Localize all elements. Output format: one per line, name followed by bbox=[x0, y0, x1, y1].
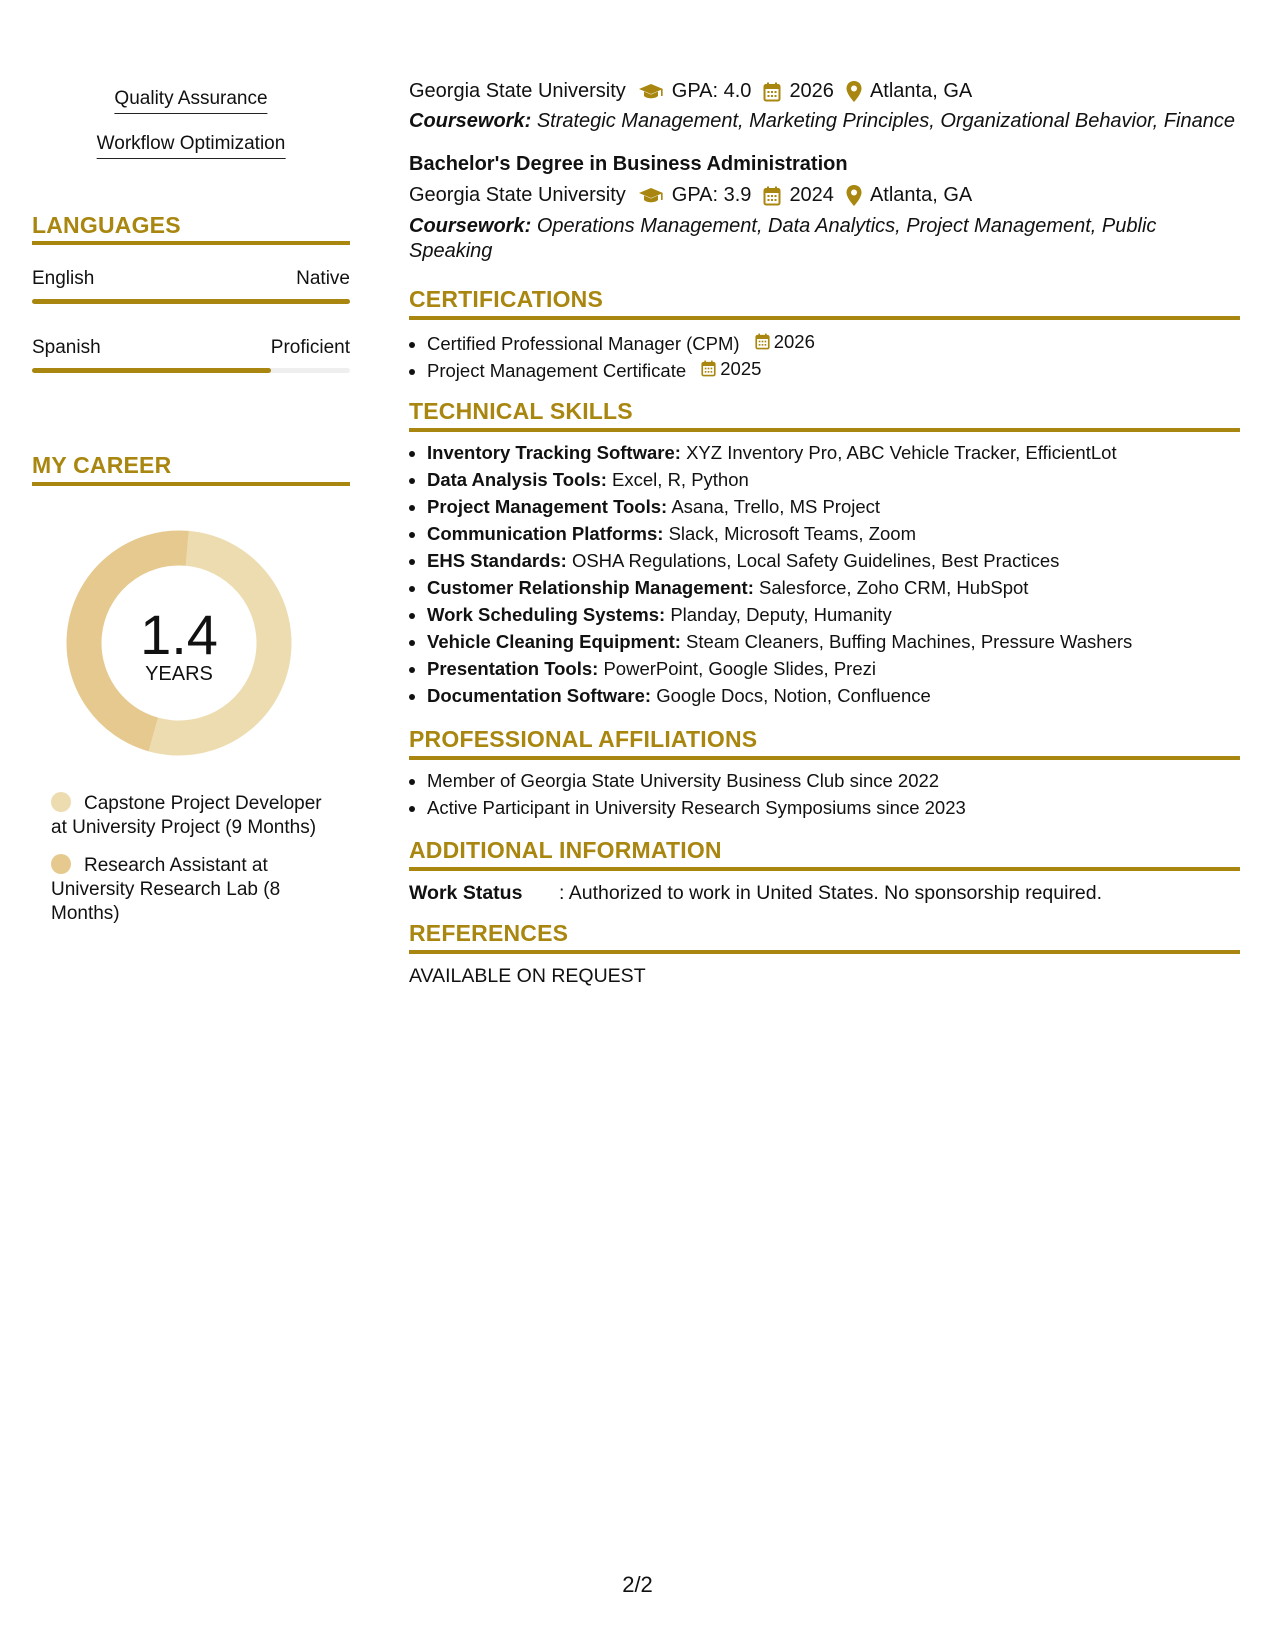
list-item: • Member of Georgia State University Business Club since 2022 bbox=[427, 767, 966, 794]
skill-values: Salesforce, Zoho CRM, HubSpot bbox=[759, 577, 1029, 598]
skill-tag: Quality Assurance bbox=[114, 88, 267, 114]
calendar-icon bbox=[763, 186, 781, 206]
language-row bbox=[32, 268, 350, 290]
coursework-label: Coursework: bbox=[409, 110, 532, 132]
career-item-label: Capstone Project Developer at University Project (9 Months) bbox=[51, 793, 322, 838]
skill-values: OSHA Regulations, Local Safety Guidelines, Best Practices bbox=[571, 550, 1060, 571]
list-item bbox=[427, 493, 1132, 520]
language-level: Native bbox=[296, 268, 350, 289]
section-divider bbox=[409, 756, 1240, 760]
skill-category: Customer Relationship Management: bbox=[427, 577, 754, 598]
location: Atlanta, GA bbox=[869, 80, 973, 102]
list-item bbox=[427, 655, 1132, 682]
skill-category: Documentation Software: bbox=[427, 685, 652, 706]
graduation-cap-icon bbox=[638, 83, 664, 101]
certification-year: 2026 bbox=[773, 331, 815, 352]
gpa: GPA: 4.0 bbox=[671, 80, 752, 102]
language-bar-fill bbox=[32, 368, 271, 373]
skill-tag: Workflow Optimization bbox=[97, 133, 286, 159]
skill-category: Presentation Tools: bbox=[427, 658, 599, 679]
skill-values: Steam Cleaners, Buffing Machines, Pressure Washers bbox=[686, 631, 1133, 652]
list-item: • Active Participant in University Research Symposiums since 2023 bbox=[427, 794, 966, 821]
career-item bbox=[51, 854, 331, 926]
skill-category: Project Management Tools: bbox=[427, 496, 668, 517]
list-item bbox=[427, 328, 815, 355]
career-item-label: Research Assistant at University Research Lab (8 Months) bbox=[51, 855, 281, 924]
list-item bbox=[427, 601, 1132, 628]
list-item bbox=[427, 520, 1132, 547]
calendar-icon bbox=[763, 82, 781, 102]
list-item bbox=[427, 682, 1132, 709]
technical-skills-list bbox=[409, 439, 1132, 709]
language-bar-fill bbox=[32, 299, 350, 304]
career-item bbox=[51, 792, 331, 840]
skill-values: Planday, Deputy, Humanity bbox=[670, 604, 892, 625]
graduation-year: 2026 bbox=[789, 80, 834, 102]
list-item bbox=[427, 628, 1132, 655]
section-divider bbox=[409, 316, 1240, 320]
coursework bbox=[409, 215, 1156, 238]
certification-name: Certified Professional Manager (CPM) bbox=[427, 333, 740, 354]
coursework-text: Operations Management, Data Analytics, Project Management, Public bbox=[536, 215, 1157, 237]
language-row bbox=[32, 337, 350, 359]
skill-category: Inventory Tracking Software: bbox=[427, 442, 681, 463]
career-donut-chart bbox=[66, 530, 292, 756]
affiliations-list bbox=[409, 767, 966, 821]
section-divider bbox=[409, 428, 1240, 432]
skill-category: Vehicle Cleaning Equipment: bbox=[427, 631, 681, 652]
language-name: Spanish bbox=[32, 337, 101, 358]
graduation-year: 2024 bbox=[789, 184, 834, 206]
page-number: 2/2 bbox=[622, 1572, 653, 1597]
gpa: GPA: 3.9 bbox=[671, 184, 752, 206]
calendar-icon bbox=[701, 360, 716, 377]
skill-values: PowerPoint, Google Slides, Prezi bbox=[603, 658, 876, 679]
languages-title: LANGUAGES bbox=[32, 212, 181, 238]
certification-year: 2025 bbox=[720, 358, 762, 379]
technical-skills-title: TECHNICAL SKILLS bbox=[409, 398, 633, 424]
skill-category: Work Scheduling Systems: bbox=[427, 604, 666, 625]
list-item bbox=[427, 547, 1132, 574]
references-text: AVAILABLE ON REQUEST bbox=[409, 965, 646, 987]
certifications-title: CERTIFICATIONS bbox=[409, 286, 604, 312]
legend-dot bbox=[51, 792, 71, 812]
certification-name: Project Management Certificate bbox=[427, 360, 687, 381]
graduation-cap-icon bbox=[638, 187, 664, 205]
work-status-row bbox=[409, 882, 1102, 905]
coursework-continued: Speaking bbox=[409, 240, 493, 262]
school-name: Georgia State University bbox=[409, 80, 626, 102]
map-pin-icon bbox=[846, 185, 862, 206]
list-item bbox=[427, 466, 1132, 493]
school-name: Georgia State University bbox=[409, 184, 626, 206]
career-title: MY CAREER bbox=[32, 452, 172, 478]
language-name: English bbox=[32, 268, 95, 289]
legend-dot bbox=[51, 854, 71, 874]
degree-title: Bachelor's Degree in Business Administration bbox=[409, 153, 848, 175]
career-total: 1.4 bbox=[140, 603, 218, 666]
references-title: REFERENCES bbox=[409, 920, 569, 946]
section-divider bbox=[32, 482, 350, 486]
skill-values: Slack, Microsoft Teams, Zoom bbox=[668, 523, 916, 544]
calendar-icon bbox=[755, 333, 770, 350]
section-divider bbox=[409, 950, 1240, 954]
list-item bbox=[427, 355, 815, 382]
affiliations-title: PROFESSIONAL AFFILIATIONS bbox=[409, 726, 758, 752]
coursework-text: Strategic Management, Marketing Principles, Organizational Behavior, Finance bbox=[536, 110, 1235, 132]
skill-category: EHS Standards: bbox=[427, 550, 567, 571]
career-unit: YEARS bbox=[145, 663, 213, 685]
work-status-label: Work Status bbox=[409, 882, 523, 904]
work-status-value: : Authorized to work in United States. No sponsorship required. bbox=[559, 882, 1103, 904]
location: Atlanta, GA bbox=[869, 184, 973, 206]
language-bar bbox=[32, 368, 350, 373]
coursework-label: Coursework: bbox=[409, 215, 532, 237]
skill-values: Excel, R, Python bbox=[612, 469, 749, 490]
skill-category: Communication Platforms: bbox=[427, 523, 664, 544]
education-meta bbox=[409, 184, 972, 207]
skill-values: XYZ Inventory Pro, ABC Vehicle Tracker, EfficientLot bbox=[686, 442, 1117, 463]
education-meta bbox=[409, 80, 972, 103]
list-item bbox=[427, 439, 1132, 466]
additional-info-title: ADDITIONAL INFORMATION bbox=[409, 837, 722, 863]
section-divider bbox=[32, 241, 350, 245]
coursework bbox=[409, 110, 1235, 133]
certifications-list bbox=[409, 328, 815, 382]
section-divider bbox=[409, 867, 1240, 871]
skill-values: Google Docs, Notion, Confluence bbox=[656, 685, 931, 706]
language-bar bbox=[32, 299, 350, 304]
map-pin-icon bbox=[846, 81, 862, 102]
list-item bbox=[427, 574, 1132, 601]
language-level: Proficient bbox=[270, 337, 350, 358]
skill-values: Asana, Trello, MS Project bbox=[671, 496, 881, 517]
skill-category: Data Analysis Tools: bbox=[427, 469, 607, 490]
